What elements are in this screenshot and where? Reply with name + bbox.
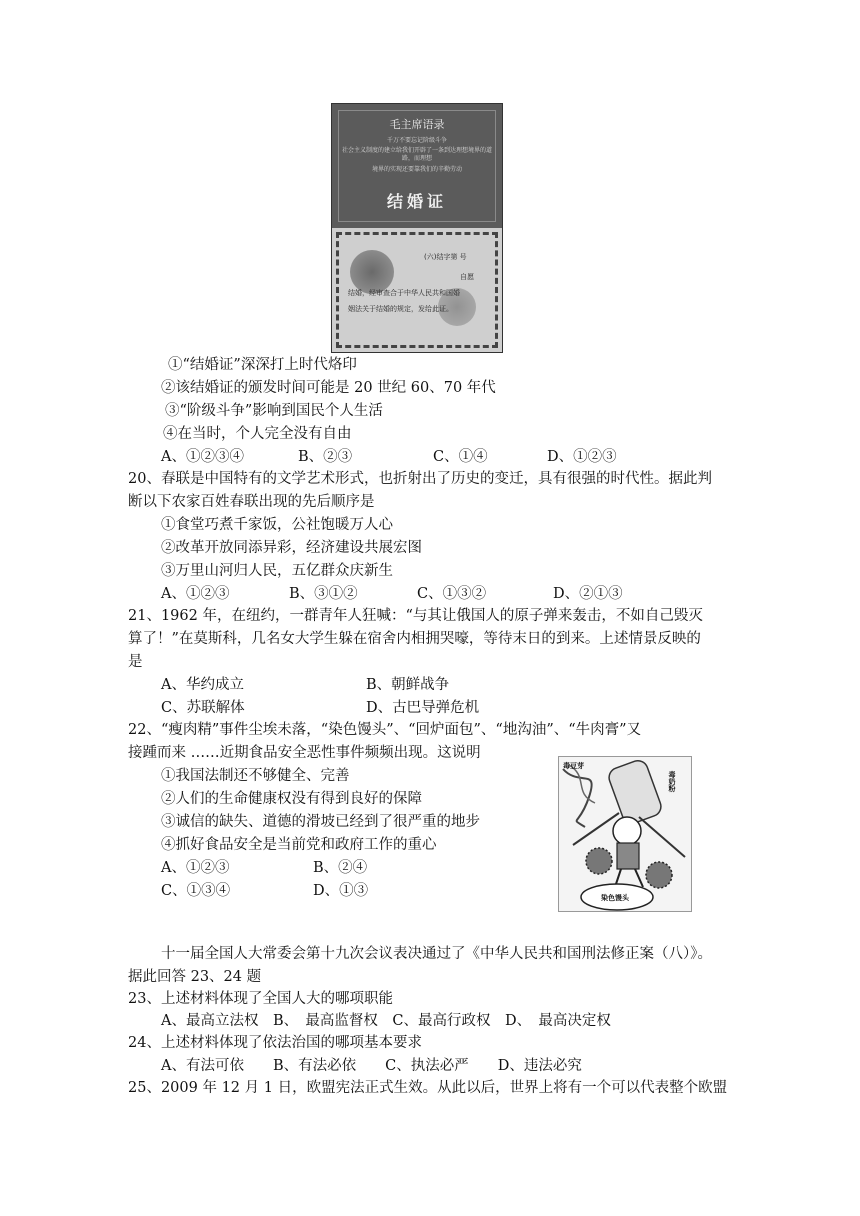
q19-statement-3: ③“阶级斗争”影响到国民个人生活 [165, 403, 383, 419]
q23-stem: 23、上述材料体现了全国人大的哪项职能 [128, 991, 393, 1007]
cover-title: 毛主席语录 [389, 118, 445, 131]
q25-stem: 25、2009 年 12 月 1 日，欧盟宪法正式生效。从此以后，世界上将有一个可以代表整个欧盟 [128, 1080, 728, 1096]
cover-quote-1: 千万不要忘记阶级斗争 [386, 137, 447, 144]
q20-option-c: C、①③② [417, 586, 487, 602]
q19-statement-2: ②该结婚证的颁发时间可能是 20 世纪 60、70 年代 [161, 380, 496, 396]
q22-option-b: B、②④ [313, 860, 368, 876]
q21-option-b: B、朝鲜战争 [366, 677, 450, 693]
certificate-inner-page [332, 228, 502, 352]
q24-stem: 24、上述材料体现了依法治国的哪项基本要求 [128, 1035, 422, 1051]
cover-quote-2: 社会主义制度的建立给我们开辟了一条到达理想境界的道路，而理想 [341, 147, 492, 162]
q19-statement-4: ④在当时，个人完全没有自由 [163, 426, 352, 442]
certificate-text-2: 姻法关于结婚的规定，发给此证。 [348, 305, 453, 313]
cover-quote-3: 境界的实现还要靠我们的辛勤劳动 [371, 166, 462, 173]
q20-stem-2: 断以下农家百姓春联出现的先后顺序是 [128, 494, 375, 510]
q20-stem-1: 20、春联是中国特有的文学艺术形式，也折射出了历史的变迁，具有很强的时代性。据此判 [128, 471, 712, 487]
q19-option-a: A、①②③④ [161, 449, 244, 465]
q22-statement-2: ②人们的生命健康权没有得到良好的保障 [161, 791, 422, 807]
q22-statement-3: ③诚信的缺失、道德的滑坡已经到了很严重的地步 [161, 814, 480, 830]
q21-option-d: D、古巴导弹危机 [366, 700, 480, 716]
material-line-1: 十一届全国人大常委会第十九次会议表决通过了《中华人民共和国刑法修正案（八）》。 [161, 946, 712, 962]
q19-option-b: B、②③ [298, 449, 353, 465]
cover-main-title: 结婚证 [386, 192, 447, 211]
q21-option-a: A、华约成立 [161, 677, 244, 693]
q21-stem-2: 算了！”在莫斯科，几名女大学生躲在宿舍内相拥哭嚎，等待末日的到来。上述情景反映的 [128, 631, 701, 647]
q20-option-b: B、③①② [289, 586, 358, 602]
certificate-word: 自愿 [460, 273, 474, 281]
q19-statement-1: ①“结婚证”深深打上时代烙印 [168, 357, 357, 373]
material-line-2: 据此回答 23、24 题 [128, 969, 262, 985]
q20-statement-3: ③万里山河归人民，五亿群众庆新生 [161, 563, 393, 579]
cartoon-label-dyed-bun: 染色馒头 [601, 894, 629, 902]
certificate-number: (六)结字第 号 [424, 253, 467, 261]
q22-option-a: A、①②③ [161, 860, 230, 876]
q21-stem-1: 21、1962 年，在纽约，一群青年人狂喊：“与其让俄国人的原子弹来轰击，不如自己毁灭 [128, 608, 703, 624]
q21-stem-3: 是 [128, 654, 143, 670]
certificate-cover [332, 104, 502, 228]
q20-option-a: A、①②③ [161, 586, 230, 602]
q19-option-c: C、①④ [433, 449, 488, 465]
q22-stem-1: 22、“瘦肉精”事件尘埃未落，“染色馒头”、“回炉面包”、“地沟油”、“牛肉膏”又 [128, 722, 642, 738]
q22-option-d: D、①③ [313, 883, 369, 899]
cartoon-label-bean-sprouts: 毒豆芽 [563, 762, 584, 770]
food-safety-cartoon-image [558, 756, 692, 912]
q22-stem-2: 接踵而来 ……近期食品安全恶性事件频频出现。这说明 [128, 745, 481, 761]
q19-option-d: D、①②③ [547, 449, 617, 465]
cartoon-label-milk-powder: 毒奶粉 [668, 771, 676, 792]
certificate-text-1: 结婚，经审查合于中华人民共和国婚 [348, 289, 460, 297]
q24-options: A、有法可依 B、有法必依 C、执法必严 D、违法必究 [161, 1058, 582, 1074]
q22-option-c: C、①③④ [161, 883, 231, 899]
marriage-certificate-image [331, 103, 503, 353]
q21-option-c: C、苏联解体 [161, 700, 245, 716]
q22-statement-1: ①我国法制还不够健全、完善 [161, 768, 350, 784]
q20-option-d: D、②①③ [553, 586, 623, 602]
q23-options: A、最高立法权 B、 最高监督权 C、最高行政权 D、 最高决定权 [161, 1013, 611, 1029]
q20-statement-2: ②改革开放同添异彩，经济建设共展宏图 [161, 540, 422, 556]
q22-statement-4: ④抓好食品安全是当前党和政府工作的重心 [161, 837, 437, 853]
q20-statement-1: ①食堂巧煮千家饭，公社饱暖万人心 [161, 517, 393, 533]
